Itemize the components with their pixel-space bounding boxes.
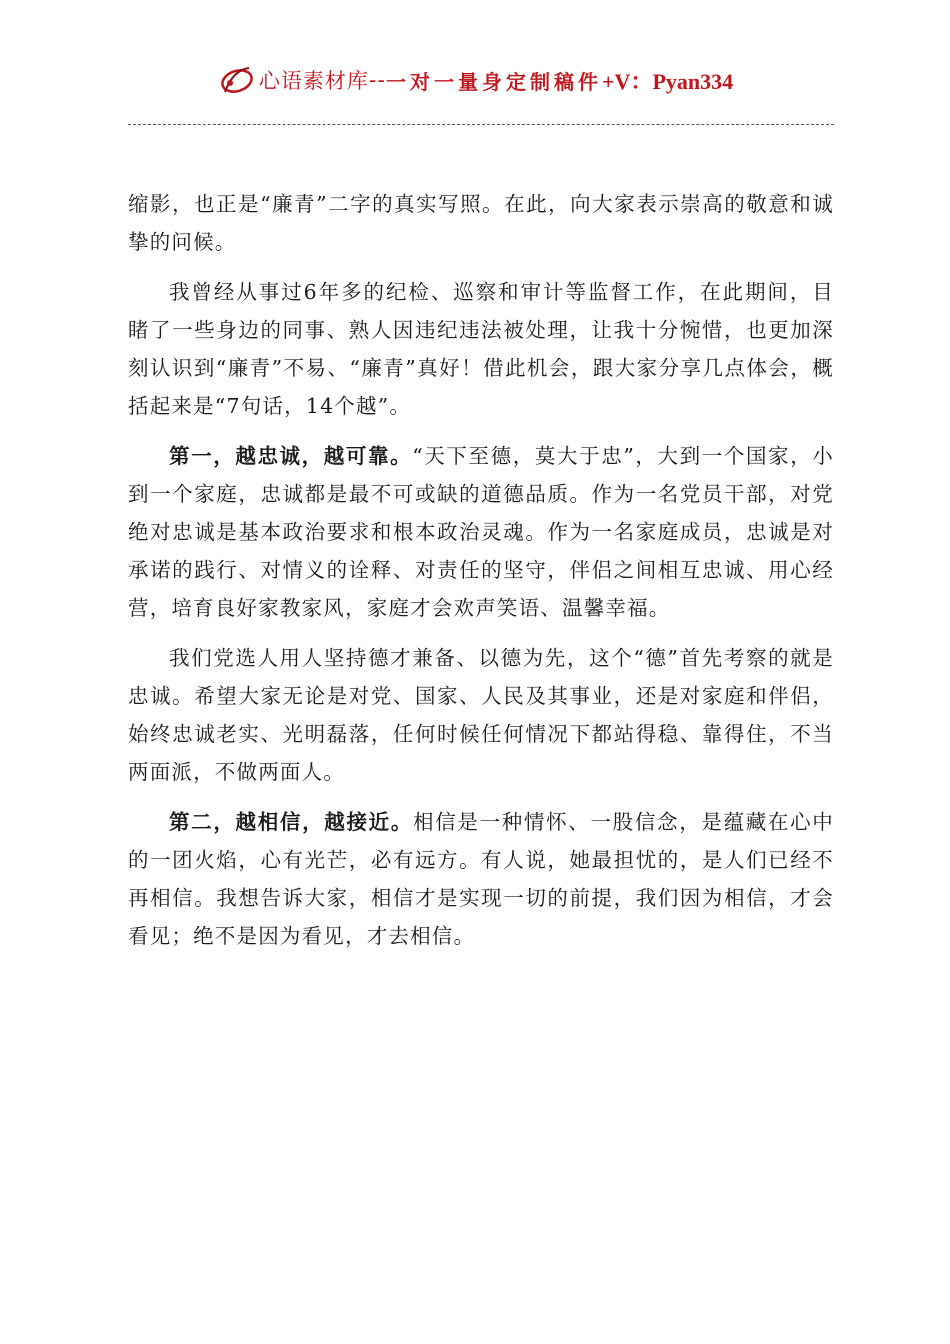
header-slogan: 一对一量身定制稿件 [386, 69, 603, 94]
brand-name: 心语素材库 [258, 69, 369, 93]
paragraph-1 [128, 185, 834, 261]
paragraph-4 [128, 639, 834, 791]
header-separator: -- [368, 68, 387, 92]
paragraph-text: “天下至德，莫大于忠”，大到一个国家，小到一个家庭，忠诚都是最不可或缺的道德品质。作为一名党员干部，对党绝对忠诚是基本政治要求和根本政治灵魂。作为一名家庭成员，忠诚是对承诺的践行、对情义的诠释、对责任的坚守，伴侣之间相互忠诚、用心经营，培育良好家教家风，家庭才会欢声笑语、温馨幸福。 [128, 444, 835, 620]
brand-logo-icon [217, 62, 257, 98]
document-body [128, 185, 834, 967]
paragraph-text: 相信是一种情怀、一股信念，是蕴藏在心中的一团火焰，心有光芒，必有远方。有人说，她最担忧的，是人们已经不再相信。我想告诉大家，相信才是实现一切的前提，我们因为相信，才会看见；绝不是因为看见，才去相信。 [128, 810, 834, 948]
paragraph-text: 我们党选人用人坚持德才兼备、以德为先，这个“德”首先考察的就是忠诚。希望大家无论是对党、国家、人民及其事业，还是对家庭和伴侣，始终忠诚老实、光明磊落，任何时候任何情况下都站得稳、靠得住，不当两面派，不做两面人。 [128, 646, 834, 784]
section-heading-belief: 第二，越相信，越接近。 [169, 810, 414, 834]
section-heading-loyalty: 第一，越忠诚，越可靠。 [169, 444, 413, 468]
page-header [0, 58, 950, 102]
header-divider [128, 124, 834, 125]
header-contact: +V：Pyan334 [602, 68, 734, 94]
paragraph-text: 我曾经从事过6年多的纪检、巡察和审计等监督工作，在此期间，目睹了一些身边的同事、熟人因违纪违法被处理，让我十分惋惜，也更加深刻认识到“廉青”不易、“廉青”真好！借此机会，跟大家分享几点体会，概括起来是“7句话，14个越”。 [128, 280, 834, 418]
paragraph-2 [128, 273, 834, 425]
paragraph-text: 缩影，也正是“廉青”二字的真实写照。在此，向大家表示崇高的敬意和诚挚的问候。 [128, 192, 834, 254]
paragraph-3 [128, 437, 834, 627]
paragraph-5 [128, 803, 834, 955]
